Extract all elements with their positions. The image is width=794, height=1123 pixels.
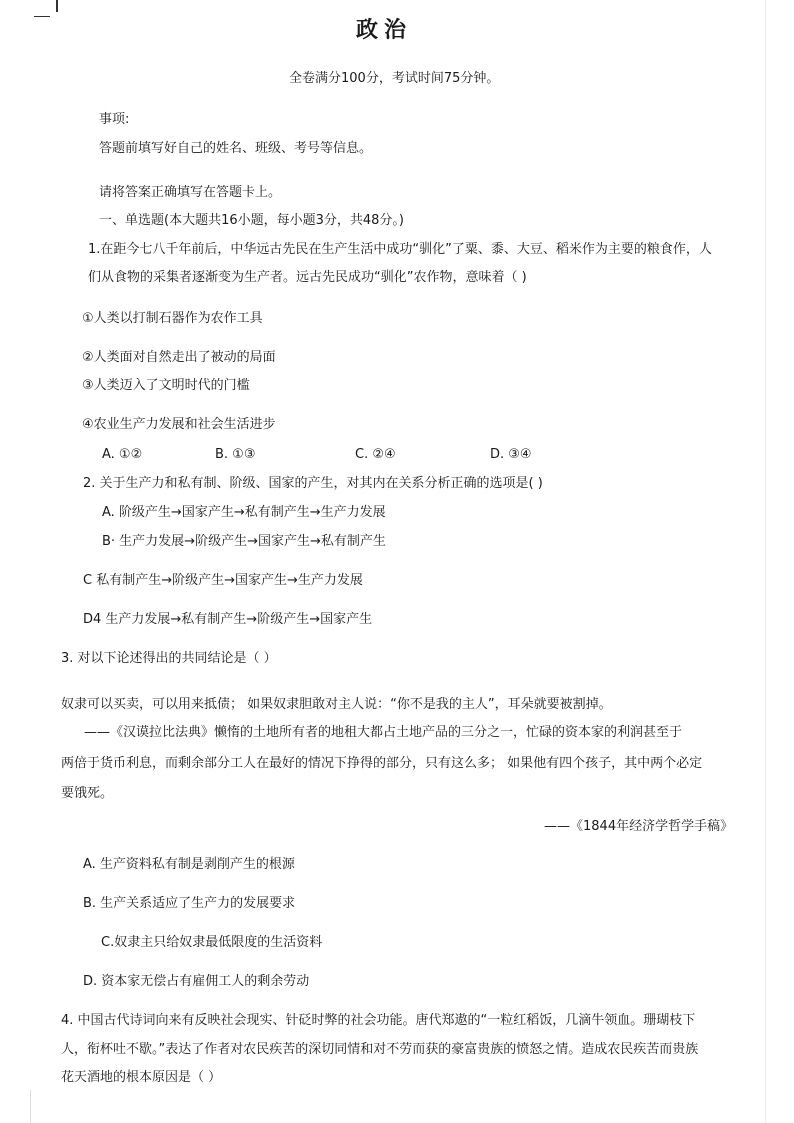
q3-passage-2-line-3: 要饿死。 [61, 786, 114, 801]
q1-stem-line-2: 们从食物的采集者逐渐变为生产者。远古先民成功“驯化”农作物，意味着（ ) [88, 270, 527, 285]
q1-choice-a: A. ①② [102, 447, 143, 462]
q3-passage-1: 奴隶可以买卖，可以用来抵债； 如果奴隶胆敢对主人说：“你不是我的主人”，耳朵就要被割掉。 [61, 697, 612, 712]
q3-passage-2-line-1: ——《汉谟拉比法典》懒惰的土地所有者的地租大都占土地产品的三分之一，忙碌的资本家的利润甚至于 [84, 725, 683, 740]
notes-heading: 事项: [99, 112, 130, 127]
page-title: 政治 [356, 18, 413, 43]
q1-stem-line-1: 1.在距今七八千年前后，中华远古先民在生产生活中成功“驯化”了粟、黍、大豆、稻米作为主要的粮食作，人 [88, 242, 712, 257]
q4-stem-line-1: 4. 中国古代诗词向来有反映社会现实、针砭时弊的社会功能。唐代郑遨的“一粒红稻饭，几滴牛领血。珊瑚枝下 [61, 1013, 696, 1028]
q4-stem-line-2: 人，衔杯吐不歇。”表达了作者对农民疾苦的深切同情和对不劳而获的豪富贵族的愤怒之情。造成农民疾苦而贵族 [61, 1042, 699, 1057]
q3-choice-b: B. 生产关系适应了生产力的发展要求 [83, 896, 296, 911]
q3-source: ——《1844年经济学哲学手稿》 [544, 819, 734, 834]
notes-line-1: 答题前填写好自己的姓名、班级、考号等信息。 [99, 141, 373, 156]
q2-choice-c: C 私有制产生→阶级产生→国家产生→生产力发展 [83, 573, 363, 588]
q1-choice-d: D. ③④ [490, 447, 532, 462]
corner-mark [34, 6, 50, 17]
q3-passage-2-line-2: 两倍于货币利息，而剩余部分工人在最好的情况下挣得的部分，只有这么多； 如果他有四个孩子，其中两个必定 [61, 756, 703, 771]
section-heading: 一、单选题(本大题共16小题，每小题3分，共48分。) [99, 213, 404, 228]
q1-statement-3: ③人类迈入了文明时代的门槛 [82, 378, 250, 393]
q3-choice-a: A. 生产资料私有制是剥削产生的根源 [83, 857, 295, 872]
corner-mark-tick [56, 0, 58, 12]
q4-stem-line-3: 花天酒地的根本原因是（ ） [61, 1070, 222, 1085]
q1-statement-1: ①人类以打制石器作为农作工具 [82, 311, 263, 326]
subtitle: 全卷满分100分，考试时间75分钟。 [289, 71, 500, 86]
q2-choice-b: B· 生产力发展→阶级产生→国家产生→私有制产生 [102, 534, 386, 549]
q2-choice-a: A. 阶级产生→国家产生→私有制产生→生产力发展 [102, 505, 386, 520]
page-edge [765, 0, 766, 1123]
q2-stem: 2. 关于生产力和私有制、阶级、国家的产生，对其内在关系分析正确的选项是( ) [83, 476, 543, 491]
q3-choice-c: C.奴隶主只给奴隶最低限度的生活资料 [101, 935, 323, 950]
notes-line-2: 请将答案正确填写在答题卡上。 [99, 185, 282, 200]
q1-choice-b: B. ①③ [215, 447, 256, 462]
q2-choice-d: D4 生产力发展→私有制产生→阶级产生→国家产生 [83, 612, 373, 627]
q3-stem: 3. 对以下论述得出的共同结论是（ ） [61, 651, 277, 666]
q3-choice-d: D. 资本家无偿占有雇佣工人的剩余劳动 [83, 974, 310, 989]
q1-statement-4: ④农业生产力发展和社会生活进步 [82, 417, 276, 432]
page-edge-left [30, 1090, 31, 1123]
q1-statement-2: ②人类面对自然走出了被动的局面 [82, 350, 276, 365]
q1-choice-c: C. ②④ [355, 447, 396, 462]
